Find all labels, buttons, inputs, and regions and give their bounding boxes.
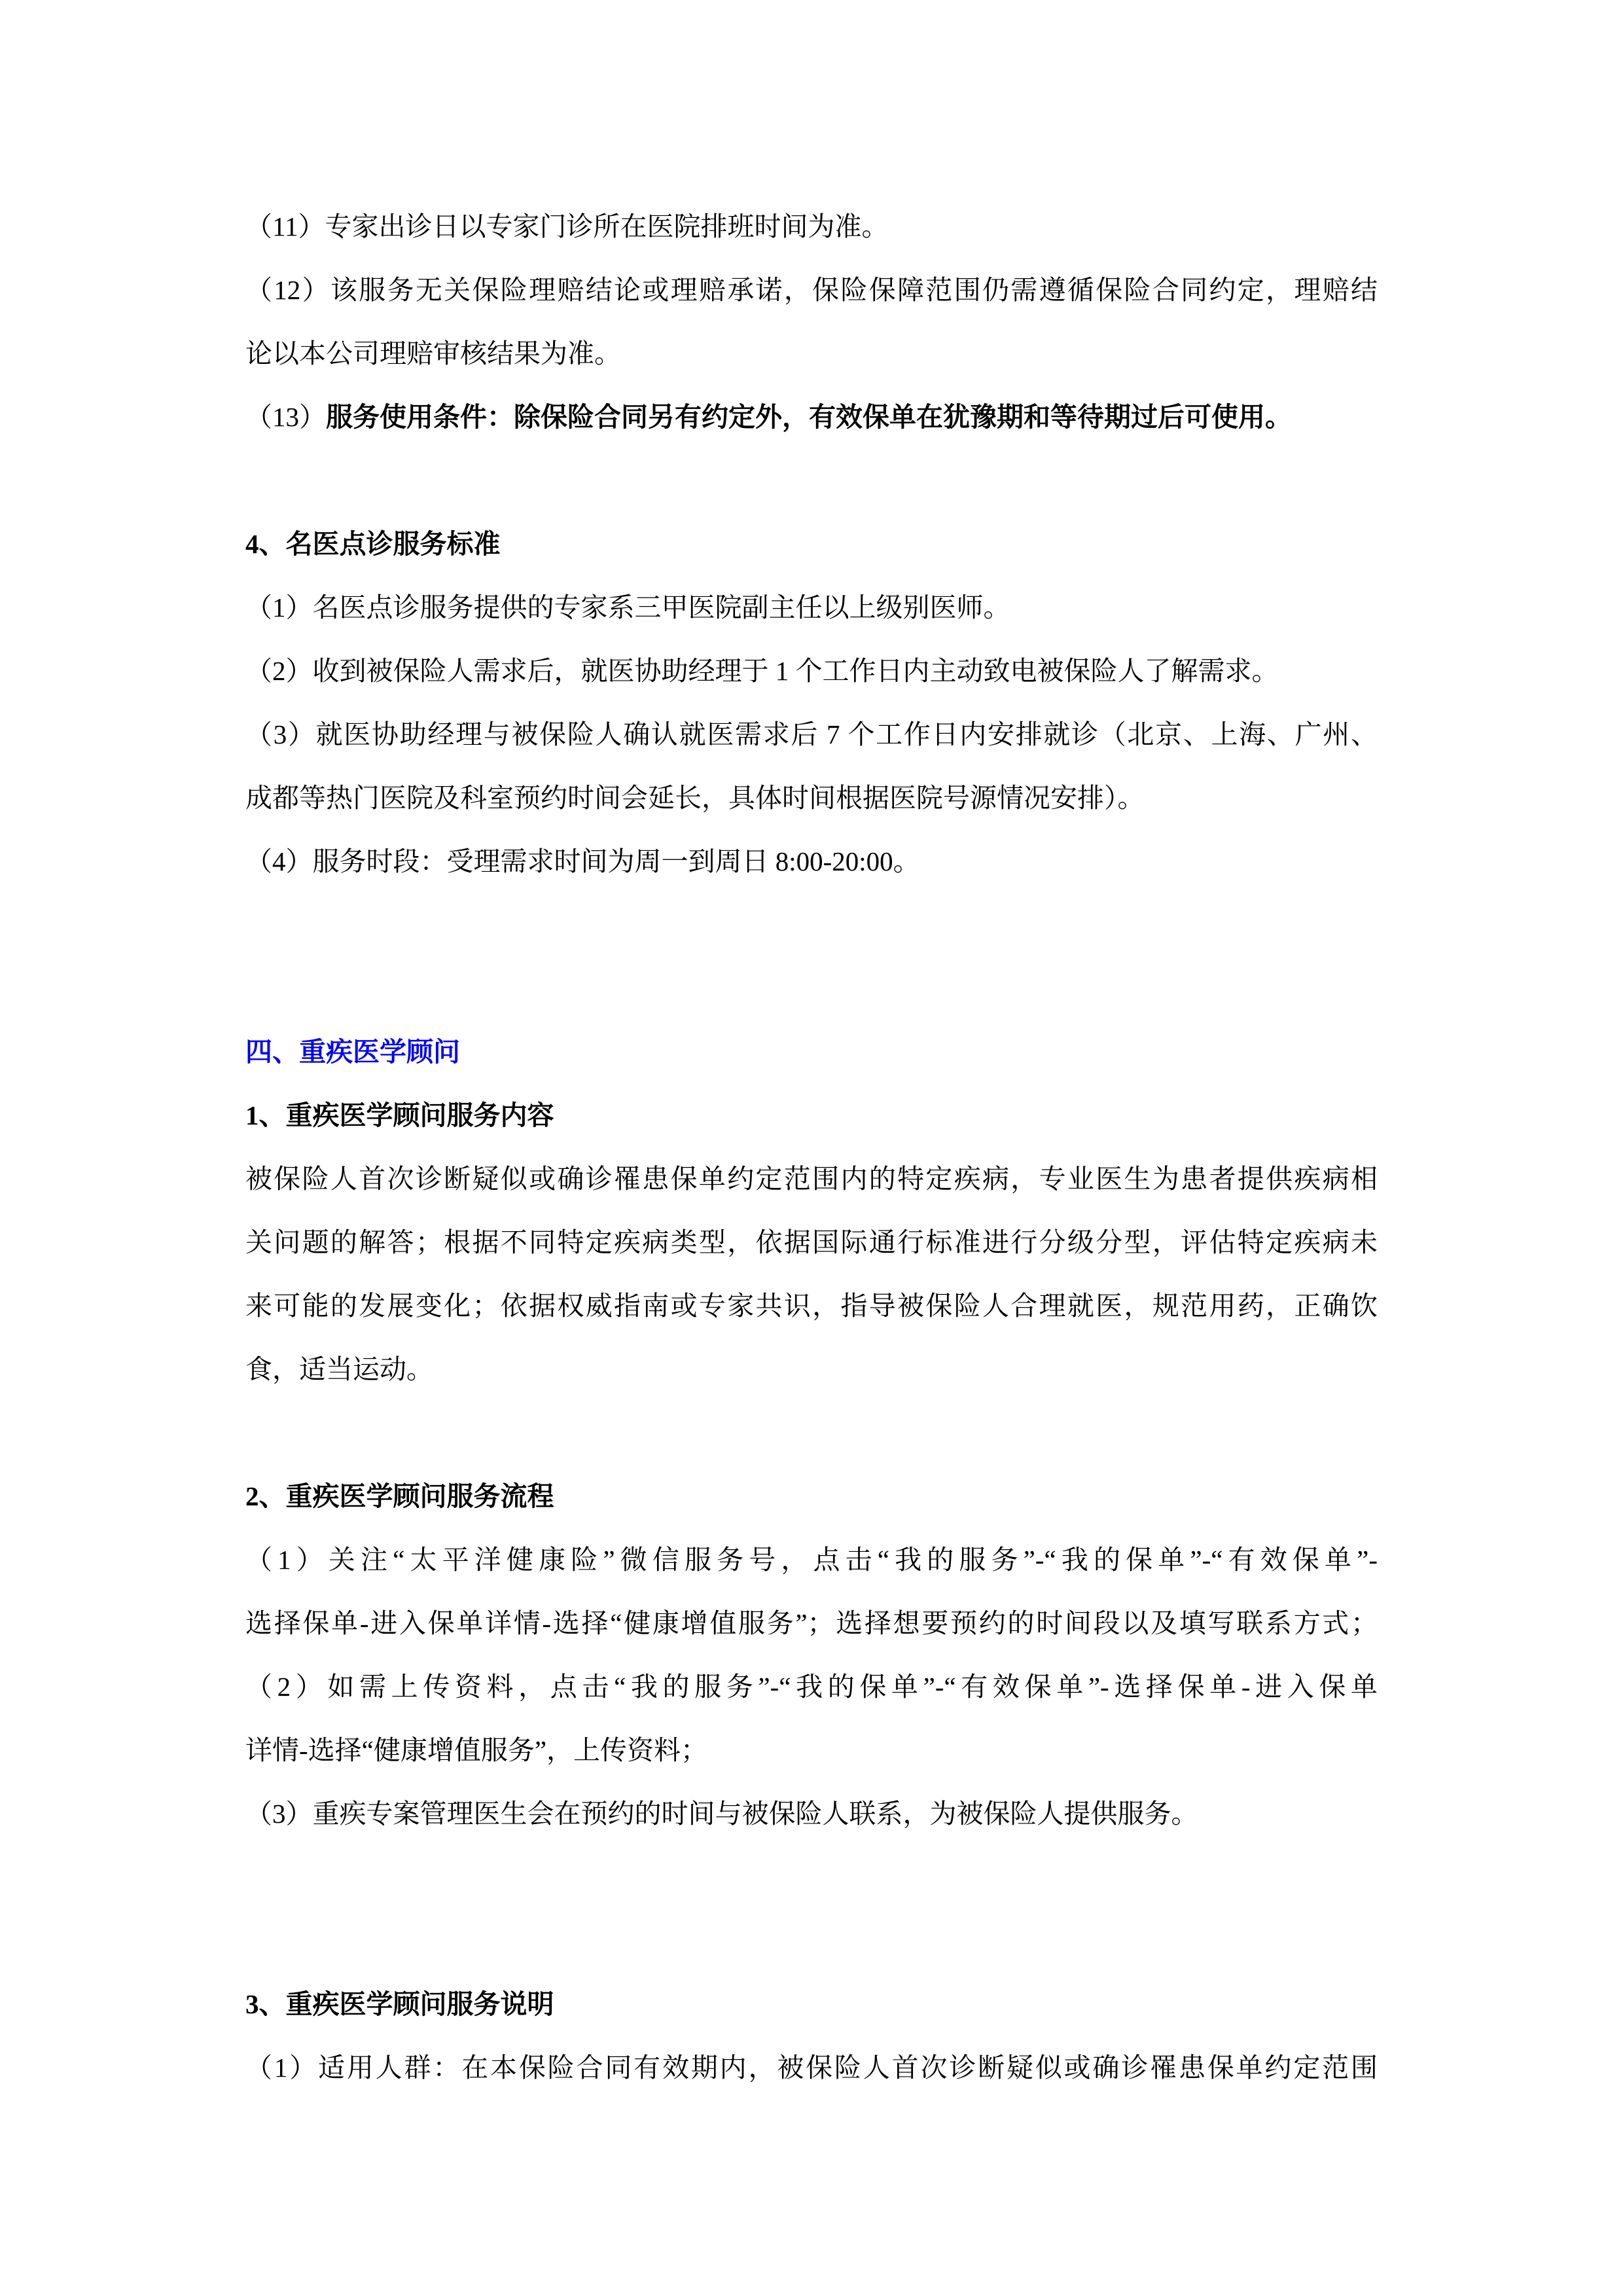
- text-run: （11）专家出诊日以专家门诊所在医院排班时间为准。: [245, 211, 889, 242]
- blank-line: [245, 1401, 1378, 1465]
- text-line: [245, 1338, 1378, 1401]
- text-line: [245, 195, 1378, 259]
- text-run: （1）适用人群：在本保险合同有效期内，被保险人首次诊断疑似或确诊罹患保单约定范围: [245, 2053, 1378, 2083]
- text-run: （2）收到被保险人需求后，就医协助经理于 1 个工作日内主动致电被保险人了解需求。: [245, 656, 1279, 686]
- blank-line: [245, 893, 1378, 957]
- text-line: [245, 576, 1378, 639]
- text-line: [245, 1147, 1378, 1211]
- text-run: 详情-选择“健康增值服务”，上传资料；: [245, 1735, 708, 1765]
- text-line: [245, 1528, 1378, 1592]
- bold-text-run: 2、重疾医学顾问服务流程: [245, 1481, 554, 1511]
- text-line: [245, 2036, 1378, 2100]
- text-line: [245, 512, 1378, 576]
- text-run: 成都等热门医院及科室预约时间会延长，具体时间根据医院号源情况安排）。: [245, 783, 1145, 813]
- text-run: 选择保单-进入保单详情-选择“健康增值服务”；选择想要预约的时间段以及填写联系方式；: [245, 1608, 1378, 1638]
- text-run: （1）名医点诊服务提供的专家系三甲医院副主任以上级别医师。: [245, 592, 1010, 622]
- text-run: （12）该服务无关保险理赔结论或理赔承诺，保险保障范围仍需遵循保险合同约定，理赔结: [245, 275, 1378, 305]
- bold-text-run: 1、重疾医学顾问服务内容: [245, 1100, 554, 1130]
- text-run: 食，适当运动。: [245, 1354, 433, 1384]
- text-line: [245, 386, 1378, 449]
- text-line: [245, 766, 1378, 830]
- text-line: [245, 259, 1378, 322]
- bold-text-run: 服务使用条件：除保险合同另有约定外，有效保单在犹豫期和等待期过后可使用。: [326, 402, 1292, 432]
- text-run: 被保险人首次诊断疑似或确诊罹患保单约定范围内的特定疾病，专业医生为患者提供疾病相: [245, 1164, 1378, 1194]
- blank-line: [245, 1846, 1378, 1909]
- text-run: 论以本公司理赔审核结果为准。: [245, 338, 621, 368]
- text-run: （4）服务时段：受理需求时间为周一到周日 8:00-20:00。: [245, 846, 920, 876]
- text-line: [245, 639, 1378, 703]
- text-line: [245, 1973, 1378, 2036]
- text-line: [245, 1465, 1378, 1528]
- text-run: 关问题的解答；根据不同特定疾病类型，依据国际通行标准进行分级分型，评估特定疾病未: [245, 1227, 1378, 1257]
- text-run: 来可能的发展变化；依据权威指南或专家共识，指导被保险人合理就医，规范用药，正确饮: [245, 1291, 1378, 1321]
- text-line: [245, 1655, 1378, 1719]
- document-body: [245, 195, 1378, 2100]
- text-run: （3）重疾专案管理医生会在预约的时间与被保险人联系，为被保险人提供服务。: [245, 1799, 1198, 1829]
- text-line: [245, 1211, 1378, 1274]
- text-line: [245, 322, 1378, 386]
- bold-text-run: 3、重疾医学顾问服务说明: [245, 1989, 554, 2019]
- blank-line: [245, 1909, 1378, 1973]
- text-line: [245, 1592, 1378, 1655]
- text-run: （1）关注“太平洋健康险”微信服务号，点击“我的服务”-“我的保单”-“有效保单”-: [245, 1545, 1378, 1575]
- section-heading-text: 四、重疾医学顾问: [245, 1037, 460, 1067]
- text-line: [245, 830, 1378, 893]
- text-line: [245, 1020, 1378, 1084]
- text-line: [245, 1274, 1378, 1338]
- text-line: [245, 1084, 1378, 1147]
- blank-line: [245, 957, 1378, 1020]
- blank-line: [245, 449, 1378, 512]
- text-run: （3）就医协助经理与被保险人确认就医需求后 7 个工作日内安排就诊（北京、上海、广州、: [245, 719, 1378, 749]
- text-run: （13）: [245, 402, 326, 432]
- text-line: [245, 703, 1378, 766]
- text-line: [245, 1782, 1378, 1846]
- bold-text-run: 4、名医点诊服务标准: [245, 529, 501, 559]
- text-run: （2）如需上传资料，点击“我的服务”-“我的保单”-“有效保单”-选择保单-进入保单: [245, 1672, 1378, 1702]
- text-line: [245, 1719, 1378, 1782]
